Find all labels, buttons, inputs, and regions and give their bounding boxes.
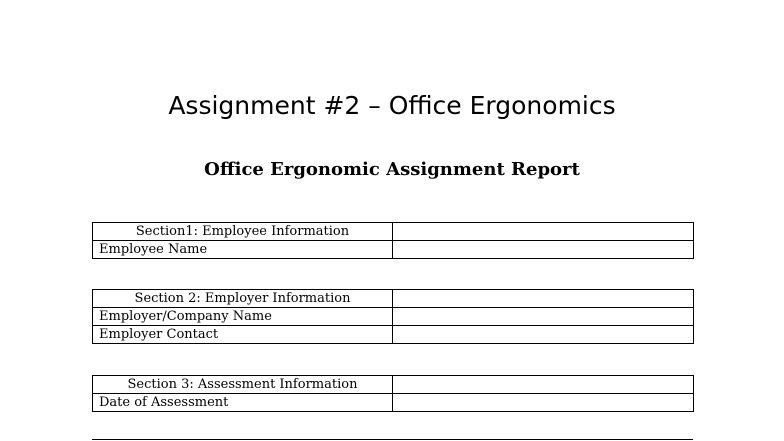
section2-header-value-cell[interactable] bbox=[393, 290, 694, 308]
section2-header: Section 2: Employer Information bbox=[93, 290, 393, 308]
assessment-information-table bbox=[92, 375, 694, 412]
employer-company-name-label: Employer/Company Name bbox=[93, 308, 393, 326]
employee-information-table bbox=[92, 222, 694, 259]
employer-contact-field[interactable] bbox=[393, 326, 694, 344]
section3-header: Section 3: Assessment Information bbox=[93, 376, 393, 394]
document-title: Assignment #2 – Office Ergonomics bbox=[168, 91, 616, 120]
table-row bbox=[93, 326, 694, 344]
employee-name-field[interactable] bbox=[393, 241, 694, 259]
next-table-top-border bbox=[92, 439, 693, 440]
table-header-row bbox=[93, 223, 694, 241]
date-of-assessment-field[interactable] bbox=[393, 394, 694, 412]
table-row bbox=[93, 308, 694, 326]
section1-header-value-cell[interactable] bbox=[393, 223, 694, 241]
document-subtitle: Office Ergonomic Assignment Report bbox=[204, 159, 580, 180]
section1-header: Section1: Employee Information bbox=[93, 223, 393, 241]
table-row bbox=[93, 394, 694, 412]
employee-name-label: Employee Name bbox=[93, 241, 393, 259]
section3-header-value-cell[interactable] bbox=[393, 376, 694, 394]
table-header-row bbox=[93, 376, 694, 394]
table-row bbox=[93, 241, 694, 259]
date-of-assessment-label: Date of Assessment bbox=[93, 394, 393, 412]
employer-company-name-field[interactable] bbox=[393, 308, 694, 326]
employer-information-table bbox=[92, 289, 694, 344]
table-header-row bbox=[93, 290, 694, 308]
employer-contact-label: Employer Contact bbox=[93, 326, 393, 344]
